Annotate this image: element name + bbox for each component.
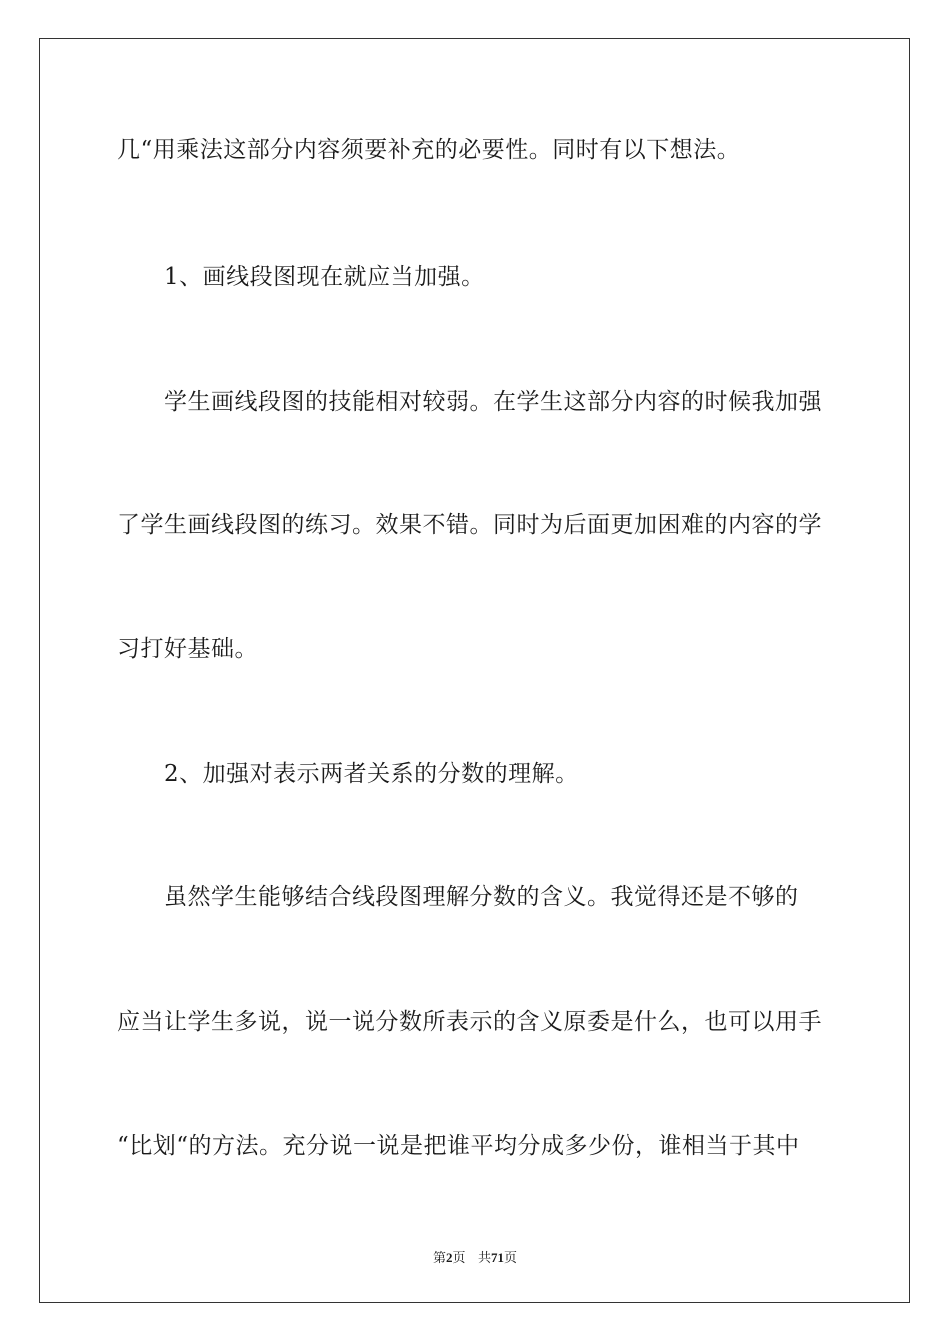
paragraph-line-1: 几“用乘法这部分内容须要补充的必要性。同时有以下想法。 bbox=[117, 137, 741, 163]
list-item-2-heading: 2、加强对表示两者关系的分数的理解。 bbox=[164, 761, 579, 787]
paragraph-line-4: 了学生画线段图的练习。效果不错。同时为后面更加困难的内容的学 bbox=[117, 512, 822, 538]
page-prefix: 第 bbox=[433, 1251, 447, 1266]
page-number: 2 bbox=[446, 1250, 453, 1265]
list-item-1-heading: 1、画线段图现在就应当加强。 bbox=[164, 264, 485, 290]
paragraph-line-3: 学生画线段图的技能相对较弱。在学生这部分内容的时候我加强 bbox=[164, 389, 822, 415]
total-prefix: 共 bbox=[477, 1251, 491, 1266]
total-suffix: 页 bbox=[503, 1251, 517, 1266]
page-footer bbox=[0, 1247, 950, 1266]
paragraph-line-5: 习打好基础。 bbox=[117, 636, 258, 662]
paragraph-line-8: 应当让学生多说，说一说分数所表示的含义原委是什么，也可以用手 bbox=[117, 1009, 822, 1035]
paragraph-line-7: 虽然学生能够结合线段图理解分数的含义。我觉得还是不够的 bbox=[164, 884, 799, 910]
total-pages: 71 bbox=[490, 1250, 504, 1265]
page-suffix: 页 bbox=[452, 1251, 466, 1266]
page-border bbox=[39, 38, 910, 1303]
paragraph-line-9: “比划“的方法。充分说一说是把谁平均分成多少份，谁相当于其中 bbox=[117, 1133, 800, 1159]
